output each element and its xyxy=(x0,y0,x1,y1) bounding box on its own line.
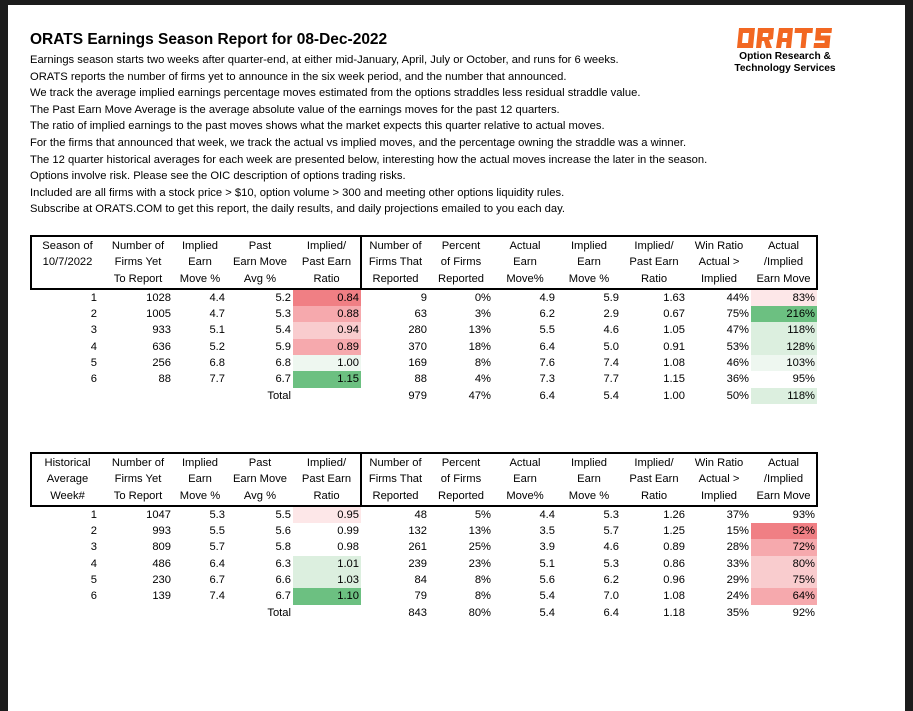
table-cell: 1.00 xyxy=(293,355,361,371)
table-cell: 256 xyxy=(152,357,171,370)
total-cell: 47% xyxy=(468,389,491,402)
total-cell: 118% xyxy=(751,388,817,404)
column-header-line: Earn xyxy=(188,256,212,269)
column-header-line: Past xyxy=(248,457,272,469)
column-header-line: Earn Move xyxy=(756,489,811,502)
table-cell: 4.6 xyxy=(603,541,619,554)
table-cell: 5.2 xyxy=(209,340,225,353)
table-cell: 0.89 xyxy=(663,541,685,554)
table-cell: 5.4 xyxy=(539,590,555,603)
table-cell: 1.25 xyxy=(663,525,685,538)
table-cell: 1.01 xyxy=(293,556,361,572)
column-header-line: Move % xyxy=(568,272,610,285)
table-cell: 118% xyxy=(751,322,817,338)
column-header xyxy=(493,453,557,506)
table-cell: 24% xyxy=(726,590,749,603)
table-cell: 83% xyxy=(751,289,817,306)
column-header-line: Number of xyxy=(111,457,165,469)
table-cell: 809 xyxy=(152,541,171,554)
column-header xyxy=(621,453,687,506)
table-cell: 4.7 xyxy=(209,308,225,321)
column-header-line: Win Ratio xyxy=(694,240,744,252)
total-cell: 1.00 xyxy=(663,389,685,402)
column-header xyxy=(687,453,751,506)
total-label: Total xyxy=(267,389,291,402)
total-label: Total xyxy=(267,606,291,619)
intro-line: Earnings season starts two weeks after quarter-end, at either mid-January, April, July or October, and runs for 6 weeks. xyxy=(30,54,619,66)
column-header-line: Number of xyxy=(369,457,422,469)
table-cell: 1.63 xyxy=(663,291,685,304)
table-cell: 47% xyxy=(726,324,749,337)
table-cell: 3% xyxy=(474,308,491,321)
column-header-line: Move% xyxy=(506,489,544,502)
column-header xyxy=(173,236,227,289)
table-cell: 1.08 xyxy=(663,590,685,603)
table-row xyxy=(31,539,817,555)
column-header-line: Past Earn xyxy=(301,256,352,269)
column-header-line: Earn xyxy=(188,473,212,486)
column-header xyxy=(173,453,227,506)
table-cell: 132 xyxy=(408,525,427,538)
table-cell: 6 xyxy=(90,590,97,603)
column-header-line: Implied xyxy=(700,272,738,285)
column-header-line: Past Earn xyxy=(301,473,352,486)
table-cell: 5.6 xyxy=(275,525,291,538)
total-cell: 6.4 xyxy=(539,389,555,402)
table-cell: 5.0 xyxy=(603,340,619,353)
table-cell: 2 xyxy=(90,525,97,538)
table-cell: 48 xyxy=(414,508,427,521)
table-cell: 0.98 xyxy=(337,541,359,554)
column-header-line xyxy=(34,271,101,287)
table-cell: 280 xyxy=(408,324,427,337)
table-cell: 6.7 xyxy=(209,574,225,587)
table-cell: 5.3 xyxy=(603,508,619,521)
column-header-line: Implied/ xyxy=(634,457,674,469)
column-header-line: 10/7/2022 xyxy=(42,256,93,269)
table-cell: 1028 xyxy=(146,291,171,304)
table-cell: 5.5 xyxy=(209,525,225,538)
table-cell: 95% xyxy=(792,373,815,386)
table-cell: 5.6 xyxy=(539,574,555,587)
column-header-line: Historical xyxy=(44,457,91,469)
table-cell: 103% xyxy=(751,355,817,371)
table-cell: 261 xyxy=(408,541,427,554)
column-header-line: Past Earn xyxy=(629,473,679,486)
table-cell: 5.1 xyxy=(209,324,225,337)
column-header-line: Implied xyxy=(181,457,219,469)
column-header-line: Reported xyxy=(372,489,419,502)
intro-line: Options involve risk. Please see the OIC description of options trading risks. xyxy=(30,170,406,183)
total-cell: 50% xyxy=(726,389,749,402)
column-header-line: Actual xyxy=(767,457,800,469)
total-cell: 979 xyxy=(408,389,427,402)
table-cell: 15% xyxy=(726,525,749,538)
column-header-line: Ratio xyxy=(313,272,340,285)
table-cell: 6.2 xyxy=(603,574,619,587)
column-header-line: Earn xyxy=(513,473,537,486)
column-header xyxy=(293,236,361,289)
table-row xyxy=(31,322,817,338)
table-cell: 75% xyxy=(726,308,749,321)
current-season-table xyxy=(30,235,818,404)
column-header-line: Actual xyxy=(767,240,800,252)
table-cell: 5.8 xyxy=(275,541,291,554)
table-cell: 5.7 xyxy=(209,541,225,554)
table-cell: 4.4 xyxy=(209,291,225,304)
table-cell: 88 xyxy=(414,373,427,386)
table-cell: 6.4 xyxy=(209,557,225,570)
column-header xyxy=(361,453,429,506)
table-cell: 0.96 xyxy=(663,574,685,587)
table-cell: 0% xyxy=(474,291,491,304)
table-cell: 216% xyxy=(751,306,817,322)
table-row xyxy=(31,306,817,322)
column-header xyxy=(493,236,557,289)
column-header-line: /Implied xyxy=(763,473,804,486)
empty-cell xyxy=(173,605,227,621)
table-row xyxy=(31,523,817,539)
column-header-line: Move % xyxy=(179,489,221,502)
table-cell: 1.15 xyxy=(293,371,361,387)
table-cell: 0.86 xyxy=(663,557,685,570)
column-header-line: Earn Move xyxy=(232,473,288,486)
table-cell: 169 xyxy=(408,357,427,370)
table-cell: 0.67 xyxy=(663,308,685,321)
table-cell: 13% xyxy=(468,324,491,337)
table-cell: 64% xyxy=(751,588,817,604)
table-cell: 25% xyxy=(468,541,491,554)
column-header-line: Number of xyxy=(111,240,165,252)
table-cell: 5.3 xyxy=(275,308,291,321)
table-cell: 6.6 xyxy=(275,574,291,587)
column-header-line: Earn xyxy=(513,256,537,269)
table-cell: 4.9 xyxy=(539,291,555,304)
column-header-line: /Implied xyxy=(763,256,804,269)
orats-logo xyxy=(730,25,840,75)
intro-line: The Past Earn Move Average is the average absolute value of the earnings moves for the past 12 quarters. xyxy=(30,103,560,116)
column-header-line: Implied/ xyxy=(306,457,347,469)
column-header-line: of Firms xyxy=(440,256,482,269)
column-header xyxy=(293,453,361,506)
table-cell: 6.7 xyxy=(275,373,291,386)
table-cell: 0.95 xyxy=(293,506,361,523)
table-cell: 84 xyxy=(414,574,427,587)
table-cell: 46% xyxy=(726,357,749,370)
table-cell: 4% xyxy=(474,373,491,386)
table-cell: 993 xyxy=(152,525,171,538)
table-cell: 230 xyxy=(152,574,171,587)
table-cell: 6.3 xyxy=(275,557,291,570)
table-cell: 0.88 xyxy=(293,306,361,322)
column-header xyxy=(557,236,621,289)
intro-line: The 12 quarter historical averages for each week are presented below, interesting how the actual moves increase the later in the season. xyxy=(30,153,708,166)
table-cell: 2 xyxy=(90,308,97,321)
column-header-line: Ratio xyxy=(640,272,668,285)
table-cell: 5.9 xyxy=(275,340,291,353)
column-header-line: Reported xyxy=(437,272,485,285)
table-cell: 28% xyxy=(726,541,749,554)
table-cell: 1 xyxy=(90,508,97,521)
table-cell: 5 xyxy=(90,357,97,370)
historical-average-table xyxy=(30,452,818,621)
column-header-line: Move% xyxy=(506,272,544,285)
column-header-line: Actual > xyxy=(698,473,740,486)
column-header-line: Move % xyxy=(568,489,610,502)
total-cell: 5.4 xyxy=(603,389,619,402)
table-cell: 1.08 xyxy=(663,357,685,370)
total-cell: 92% xyxy=(792,606,815,619)
column-header-line: Firms Yet xyxy=(114,256,162,269)
column-header xyxy=(429,236,493,289)
column-header xyxy=(103,236,173,289)
column-header-line: Percent xyxy=(441,457,481,469)
total-cell: 5.4 xyxy=(539,606,555,619)
table-cell: 23% xyxy=(468,557,491,570)
table-cell: 0.99 xyxy=(337,525,359,538)
column-header xyxy=(227,453,293,506)
column-header-line: Implied xyxy=(570,457,608,469)
column-header-line: Earn Move xyxy=(232,256,288,269)
column-header-line: Earn Move xyxy=(756,272,811,285)
total-cell: 1.18 xyxy=(663,606,685,619)
table-cell: 5 xyxy=(90,574,97,587)
table-cell: 4.6 xyxy=(603,324,619,337)
table-cell: 53% xyxy=(726,340,749,353)
column-header-line: Earn xyxy=(577,473,601,486)
table-cell: 13% xyxy=(468,525,491,538)
column-header-line: Firms That xyxy=(368,256,423,269)
column-header-line: Firms Yet xyxy=(114,473,162,486)
table-cell: 36% xyxy=(726,373,749,386)
table-cell: 79 xyxy=(414,590,427,603)
table-row xyxy=(31,289,817,306)
table-cell: 1.05 xyxy=(663,324,685,337)
table-cell: 7.6 xyxy=(539,357,555,370)
table-cell: 52% xyxy=(751,523,817,539)
column-header-line: Implied/ xyxy=(306,240,347,252)
table-cell: 63 xyxy=(414,308,427,321)
table-cell: 5.5 xyxy=(539,324,555,337)
table-cell: 18% xyxy=(468,340,491,353)
table-cell: 75% xyxy=(751,572,817,588)
table-cell: 7.3 xyxy=(539,373,555,386)
table-cell: 5% xyxy=(474,508,491,521)
column-header-line: Actual xyxy=(509,457,541,469)
empty-cell xyxy=(103,388,173,404)
table-row xyxy=(31,556,817,572)
intro-line: ORATS reports the number of firms yet to announce in the six week period, and the number that announced. xyxy=(30,70,567,83)
column-header xyxy=(751,236,817,289)
table-cell: 1 xyxy=(90,291,97,304)
column-header xyxy=(31,453,103,506)
intro-line: For the firms that announced that week, we track the actual vs implied moves, and the percentage owning the straddle was a winner. xyxy=(30,136,687,149)
column-header-line: Reported xyxy=(372,272,419,285)
table-cell: 1047 xyxy=(146,508,171,521)
table-cell: 1.03 xyxy=(293,572,361,588)
table-cell: 33% xyxy=(726,557,749,570)
column-header xyxy=(751,453,817,506)
table-cell: 6.8 xyxy=(209,357,225,370)
table-cell: 5.1 xyxy=(539,557,555,570)
table-cell: 5.3 xyxy=(603,557,619,570)
table-cell: 5.2 xyxy=(275,291,291,304)
column-header-line: Avg % xyxy=(243,272,277,285)
empty-cell xyxy=(293,605,361,621)
column-header-line: Week# xyxy=(50,489,85,502)
column-header xyxy=(429,453,493,506)
table-cell: 6.2 xyxy=(539,308,555,321)
table-cell: 9 xyxy=(420,291,427,304)
table-cell: 6.7 xyxy=(275,590,291,603)
table-cell: 0.94 xyxy=(293,322,361,338)
column-header-line: of Firms xyxy=(440,473,482,486)
table-cell: 2.9 xyxy=(603,308,619,321)
column-header-line: Earn xyxy=(577,256,601,269)
table-cell: 1005 xyxy=(146,308,171,321)
table-cell: 4 xyxy=(90,557,97,570)
table-cell: 29% xyxy=(726,574,749,587)
column-header-line: Move % xyxy=(179,272,221,285)
table-cell: 7.7 xyxy=(209,373,225,386)
orats-wordmark-icon xyxy=(737,25,833,51)
empty-cell xyxy=(31,605,103,621)
empty-cell xyxy=(293,388,361,404)
table-cell: 6 xyxy=(90,373,97,386)
intro-line: The ratio of implied earnings to the past moves shows what the market expects this quarter relative to actual moves. xyxy=(30,120,605,133)
column-header xyxy=(687,236,751,289)
column-header xyxy=(103,453,173,506)
table-cell: 88 xyxy=(158,373,171,386)
table-cell: 8% xyxy=(474,574,491,587)
table-cell: 370 xyxy=(408,340,427,353)
table-row xyxy=(31,588,817,604)
table-row xyxy=(31,355,817,371)
column-header-line: Average xyxy=(46,473,89,486)
column-header-line: Number of xyxy=(369,240,422,252)
table-cell: 0.91 xyxy=(663,340,685,353)
column-header-line: Firms That xyxy=(368,473,423,486)
column-header-line: Season of xyxy=(42,240,93,252)
column-header-line: Implied xyxy=(570,240,608,252)
table-cell: 5.3 xyxy=(209,508,225,521)
intro-line: Included are all firms with a stock price > $10, option volume > 300 and meeting other options liquidity rules. xyxy=(30,186,565,199)
column-header-line: Past xyxy=(248,240,272,252)
table-row xyxy=(31,506,817,523)
column-header xyxy=(227,236,293,289)
table-cell: 933 xyxy=(152,324,171,337)
table-cell: 5.9 xyxy=(603,291,619,304)
table-cell: 80% xyxy=(751,556,817,572)
column-header-line: Implied xyxy=(700,489,738,502)
table-cell: 3.5 xyxy=(539,525,555,538)
table-cell: 0.89 xyxy=(293,339,361,355)
column-header-line: Implied xyxy=(181,240,219,252)
total-row xyxy=(31,388,817,404)
intro-line: We track the average implied earnings percentage moves estimated from the options straddles less residual straddle value. xyxy=(30,87,641,100)
column-header-line: To Report xyxy=(113,489,163,502)
table-cell: 3.9 xyxy=(539,541,555,554)
table-cell: 6.4 xyxy=(539,340,555,353)
column-header-line: Avg % xyxy=(243,489,277,502)
table-cell: 128% xyxy=(751,339,817,355)
column-header-line: Past Earn xyxy=(629,256,679,269)
table-cell: 8% xyxy=(474,357,491,370)
column-header-line: Ratio xyxy=(640,489,668,502)
column-header xyxy=(621,236,687,289)
report-intro xyxy=(30,52,707,218)
table-cell: 93% xyxy=(792,508,815,521)
column-header-line: Win Ratio xyxy=(694,457,744,469)
total-row xyxy=(31,605,817,621)
table-cell: 7.7 xyxy=(603,373,619,386)
table-cell: 7.4 xyxy=(209,590,225,603)
column-header-line: Actual xyxy=(509,240,541,252)
table-cell: 8% xyxy=(474,590,491,603)
empty-cell xyxy=(173,388,227,404)
table-row xyxy=(31,371,817,387)
report-page xyxy=(8,5,905,711)
report-title: ORATS Earnings Season Report for 08-Dec-2022 xyxy=(30,31,388,48)
table-cell: 44% xyxy=(726,291,749,304)
table-cell: 636 xyxy=(152,340,171,353)
table-cell: 239 xyxy=(408,557,427,570)
empty-cell xyxy=(103,605,173,621)
table-cell: 6.8 xyxy=(275,357,291,370)
total-cell: 6.4 xyxy=(603,606,619,619)
table-cell: 4.4 xyxy=(539,508,555,521)
total-cell: 843 xyxy=(408,606,427,619)
total-cell: 35% xyxy=(726,606,749,619)
column-header-line: Reported xyxy=(437,489,485,502)
empty-cell xyxy=(31,388,103,404)
column-header-line: Ratio xyxy=(313,489,340,502)
table-cell: 5.4 xyxy=(275,324,291,337)
column-header-line: Percent xyxy=(441,240,481,252)
table-cell: 7.4 xyxy=(603,357,619,370)
table-cell: 72% xyxy=(751,539,817,555)
column-header xyxy=(31,236,103,289)
table-cell: 0.84 xyxy=(293,289,361,306)
table-cell: 1.15 xyxy=(663,373,685,386)
table-cell: 4 xyxy=(90,340,97,353)
table-cell: 3 xyxy=(90,541,97,554)
column-header-line: To Report xyxy=(113,272,163,285)
table-cell: 3 xyxy=(90,324,97,337)
table-cell: 37% xyxy=(726,508,749,521)
table-cell: 486 xyxy=(152,557,171,570)
column-header xyxy=(361,236,429,289)
intro-line: Subscribe at ORATS.COM to get this report, the daily results, and daily projections emailed to you each day. xyxy=(30,203,565,216)
column-header xyxy=(557,453,621,506)
logo-subtitle-line1: Option Research & xyxy=(739,51,831,62)
column-header-line: Implied/ xyxy=(634,240,674,252)
table-cell: 1.26 xyxy=(663,508,685,521)
table-cell: 7.0 xyxy=(603,590,619,603)
table-row xyxy=(31,572,817,588)
table-cell: 5.7 xyxy=(603,525,619,538)
column-header-line: Actual > xyxy=(698,256,740,269)
logo-subtitle-line2: Technology Services xyxy=(734,63,836,74)
total-cell: 80% xyxy=(468,606,491,619)
table-cell: 139 xyxy=(152,590,171,603)
table-cell: 1.10 xyxy=(293,588,361,604)
table-row xyxy=(31,339,817,355)
table-cell: 5.5 xyxy=(275,508,291,521)
